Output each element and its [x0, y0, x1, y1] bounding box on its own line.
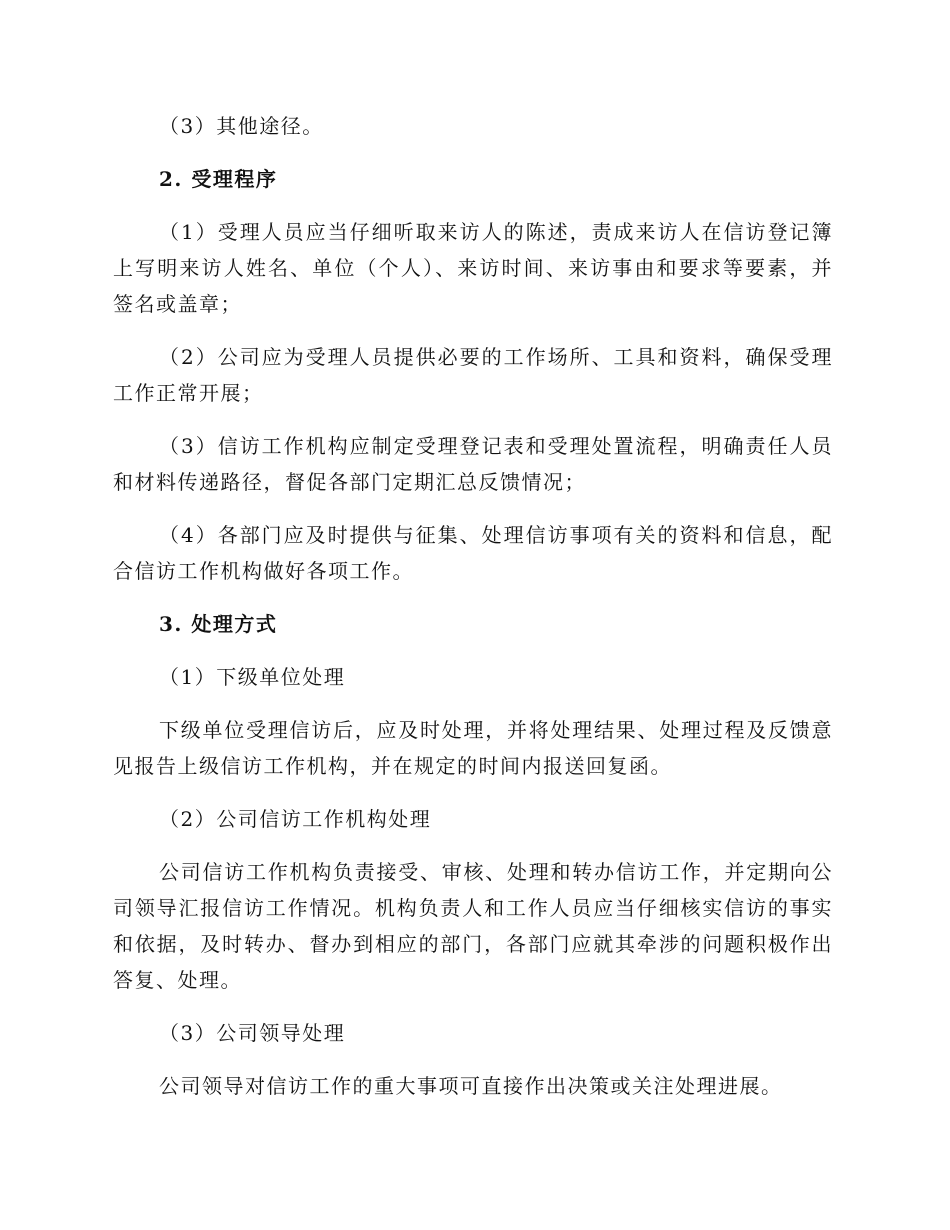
section-heading-handling-methods: 3. 处理方式: [159, 612, 278, 636]
paragraph-lower-unit-handling: 下级单位受理信访后，应及时处理，并将处理结果、处理过程及反馈意见报告上级信访工作机构，并在规定的时间内报送回复函。: [113, 718, 833, 778]
document-page: [113, 108, 833, 1104]
subheading-lower-unit-handling: （1）下级单位处理: [159, 665, 346, 689]
paragraph-other-ways: （3）其他途径。: [159, 114, 324, 138]
subheading-company-leadership-handling: （3）公司领导处理: [159, 1021, 346, 1045]
paragraph-company-petition-office-handling: 公司信访工作机构负责接受、审核、处理和转办信访工作，并定期向公司领导汇报信访工作情况。机构负责人和工作人员应当仔细核实信访的事实和依据，及时转办、督办到相应的部门，各部门应就其牵涉的问题积极作出答复、处理。: [113, 860, 833, 992]
paragraph-procedure-1: （1）受理人员应当仔细听取来访人的陈述，责成来访人在信访登记簿上写明来访人姓名、单位（个人）、来访时间、来访事由和要求等要素，并签名或盖章；: [113, 220, 833, 316]
paragraph-procedure-3: （3）信访工作机构应制定受理登记表和受理处置流程，明确责任人员和材料传递路径，督促各部门定期汇总反馈情况；: [113, 434, 833, 494]
paragraph-procedure-4: （4）各部门应及时提供与征集、处理信访事项有关的资料和信息，配合信访工作机构做好各项工作。: [113, 523, 833, 583]
section-heading-acceptance-procedure: 2. 受理程序: [159, 167, 278, 191]
subheading-company-petition-office-handling: （2）公司信访工作机构处理: [159, 807, 432, 831]
paragraph-procedure-2: （2）公司应为受理人员提供必要的工作场所、工具和资料，确保受理工作正常开展；: [113, 345, 833, 405]
paragraph-company-leadership-handling: 公司领导对信访工作的重大事项可直接作出决策或关注处理进展。: [159, 1074, 783, 1098]
